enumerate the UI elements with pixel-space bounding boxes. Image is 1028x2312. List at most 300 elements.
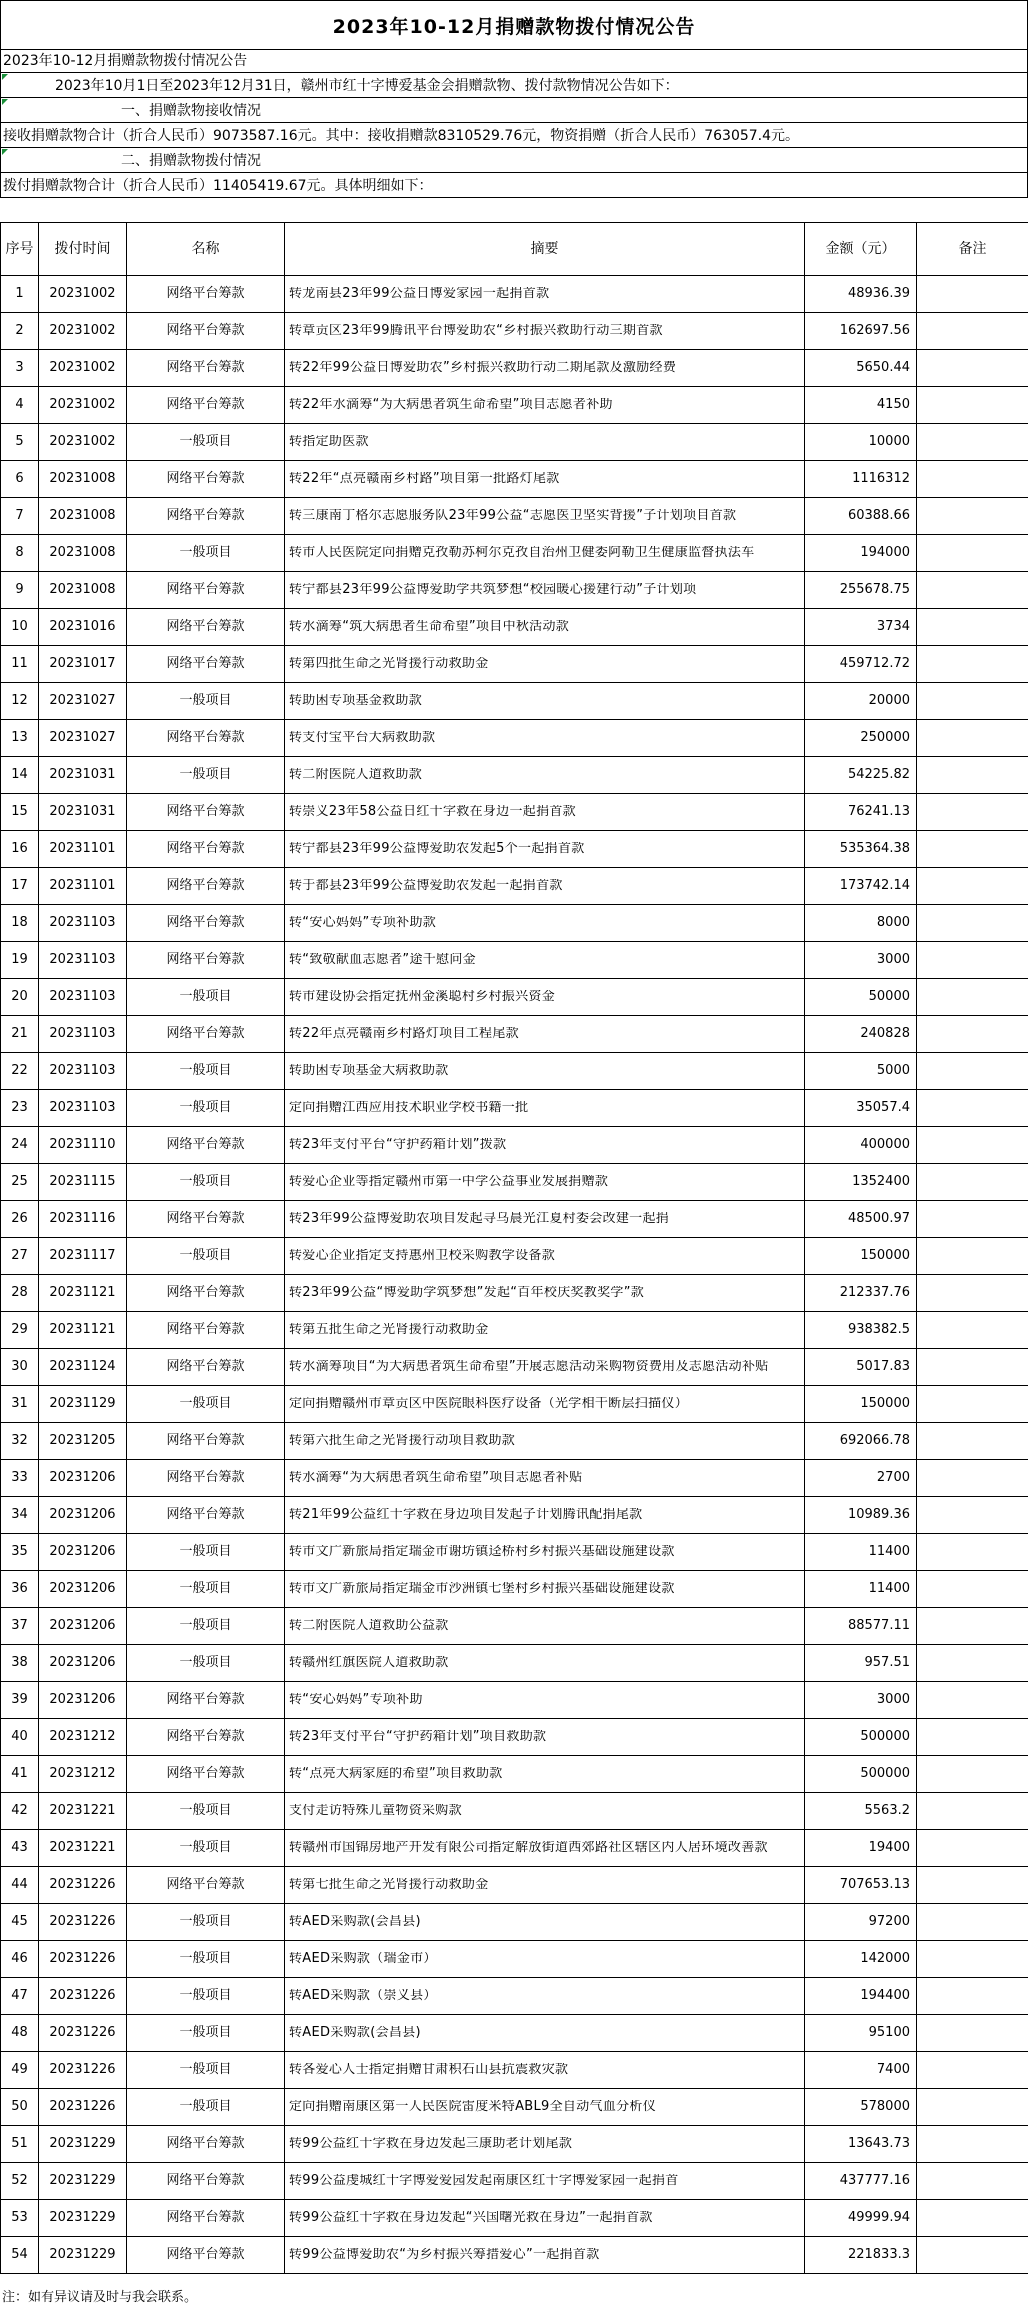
footer-note: 注：如有异议请及时与我会联系。 bbox=[2, 2290, 198, 2305]
table-row bbox=[1, 1238, 1028, 1275]
cell-no: 9 bbox=[1, 572, 39, 609]
table-row bbox=[1, 461, 1028, 498]
cell-note bbox=[917, 942, 1028, 979]
table-row bbox=[1, 2052, 1028, 2089]
cell-desc bbox=[285, 1460, 805, 1497]
cell-note bbox=[917, 1127, 1028, 1164]
cell-note bbox=[917, 868, 1028, 905]
cell-no: 17 bbox=[1, 868, 39, 905]
cell-date: 20231226 bbox=[39, 1941, 127, 1978]
cell-desc bbox=[285, 461, 805, 498]
cell-amount: 692066.78 bbox=[805, 1423, 917, 1460]
cell-no: 16 bbox=[1, 831, 39, 868]
cell-desc bbox=[285, 683, 805, 720]
cell-no: 15 bbox=[1, 794, 39, 831]
cell-desc bbox=[285, 1275, 805, 1312]
cell-desc-text: 转崇义23年58公益日红十字救在身边一起捐首款 bbox=[289, 805, 576, 819]
cell-desc bbox=[285, 2015, 805, 2052]
cell-date: 20231206 bbox=[39, 1645, 127, 1682]
cell-amount: 76241.13 bbox=[805, 794, 917, 831]
cell-no: 35 bbox=[1, 1534, 39, 1571]
cell-desc-text: 支付走访特殊儿童物资采购款 bbox=[289, 1804, 462, 1818]
cell-desc bbox=[285, 1090, 805, 1127]
cell-date: 20231206 bbox=[39, 1497, 127, 1534]
table-row bbox=[1, 1941, 1028, 1978]
cell-note bbox=[917, 535, 1028, 572]
table-row bbox=[1, 1312, 1028, 1349]
cell-desc-text: 转23年支付平台“守护药箱计划”拨款 bbox=[289, 1138, 507, 1152]
cell-name: 一般项目 bbox=[127, 1090, 285, 1127]
cell-note bbox=[917, 350, 1028, 387]
cell-desc-text: 转龙南县23年99公益日博爱家园一起捐首款 bbox=[289, 287, 550, 301]
cell-amount: 54225.82 bbox=[805, 757, 917, 794]
cell-name: 一般项目 bbox=[127, 1164, 285, 1201]
cell-note bbox=[917, 1164, 1028, 1201]
cell-desc bbox=[285, 720, 805, 757]
cell-desc bbox=[285, 1941, 805, 1978]
cell-date: 20231212 bbox=[39, 1719, 127, 1756]
cell-no: 27 bbox=[1, 1238, 39, 1275]
cell-no: 24 bbox=[1, 1127, 39, 1164]
cell-desc-text: 转第四批生命之光肾援行动救助金 bbox=[289, 657, 489, 671]
table-row bbox=[1, 2126, 1028, 2163]
cell-no: 12 bbox=[1, 683, 39, 720]
cell-desc bbox=[285, 1867, 805, 1904]
cell-amount: 250000 bbox=[805, 720, 917, 757]
cell-date: 20231027 bbox=[39, 683, 127, 720]
cell-note bbox=[917, 1830, 1028, 1867]
cell-date: 20231124 bbox=[39, 1349, 127, 1386]
header-name: 名称 bbox=[127, 223, 285, 276]
cell-name: 网络平台筹款 bbox=[127, 350, 285, 387]
cell-amount: 60388.66 bbox=[805, 498, 917, 535]
cell-amount: 11400 bbox=[805, 1571, 917, 1608]
cell-amount: 173742.14 bbox=[805, 868, 917, 905]
cell-amount: 95100 bbox=[805, 2015, 917, 2052]
cell-name: 网络平台筹款 bbox=[127, 1423, 285, 1460]
cell-no: 50 bbox=[1, 2089, 39, 2126]
cell-amount: 20000 bbox=[805, 683, 917, 720]
cell-note bbox=[917, 831, 1028, 868]
cell-no: 33 bbox=[1, 1460, 39, 1497]
cell-no: 54 bbox=[1, 2237, 39, 2274]
cell-note bbox=[917, 313, 1028, 350]
cell-desc-text: 转爱心企业指定支持惠州卫校采购教学设备款 bbox=[289, 1249, 556, 1263]
cell-desc-text: 转各爱心人士指定捐赠甘肃积石山县抗震救灾款 bbox=[289, 2063, 569, 2077]
cell-desc-text: 转于都县23年99公益博爱助农发起一起捐首款 bbox=[289, 879, 563, 893]
table-row bbox=[1, 979, 1028, 1016]
cell-desc-text: 转赣州市国锦房地产开发有限公司指定解放街道西郊路社区辖区内人居环境改善款 bbox=[289, 1841, 768, 1855]
cell-no: 34 bbox=[1, 1497, 39, 1534]
cell-name: 一般项目 bbox=[127, 1904, 285, 1941]
cell-no: 49 bbox=[1, 2052, 39, 2089]
cell-no: 30 bbox=[1, 1349, 39, 1386]
cell-note bbox=[917, 1016, 1028, 1053]
cell-amount: 5563.2 bbox=[805, 1793, 917, 1830]
cell-name: 一般项目 bbox=[127, 1534, 285, 1571]
cell-name: 一般项目 bbox=[127, 1978, 285, 2015]
cell-amount: 500000 bbox=[805, 1756, 917, 1793]
table-row bbox=[1, 1645, 1028, 1682]
cell-date: 20231116 bbox=[39, 1201, 127, 1238]
cell-desc-text: 转助困专项基金救助款 bbox=[289, 694, 423, 708]
cell-desc-text: 转二附医院人道救助款 bbox=[289, 768, 423, 782]
cell-desc bbox=[285, 1127, 805, 1164]
cell-amount: 707653.13 bbox=[805, 1867, 917, 1904]
receive-summary-row bbox=[0, 123, 1028, 148]
table-row bbox=[1, 2237, 1028, 2274]
table-row bbox=[1, 942, 1028, 979]
table-row bbox=[1, 1608, 1028, 1645]
cell-desc-text: 转水滴筹“筑大病患者生命希望”项目中秋活动款 bbox=[289, 620, 570, 634]
cell-desc bbox=[285, 572, 805, 609]
cell-desc-text: 转AED采购款（崇义县） bbox=[289, 1989, 437, 2003]
cell-desc-text: 转市人民医院定向捐赠克孜勒苏柯尔克孜自治州卫健委阿勒卫生健康监督执法车 bbox=[289, 546, 755, 560]
cell-desc-text: 转23年99公益博爱助农项目发起寻乌晨光江夏村委会改建一起捐 bbox=[289, 1212, 670, 1226]
cell-desc bbox=[285, 1904, 805, 1941]
cell-date: 20231115 bbox=[39, 1164, 127, 1201]
cell-amount: 194400 bbox=[805, 1978, 917, 2015]
cell-amount: 5000 bbox=[805, 1053, 917, 1090]
cell-desc-text: 转水滴筹“为大病患者筑生命希望”项目志愿者补贴 bbox=[289, 1471, 583, 1485]
disburse-summary-text: 拨付捐赠款物合计（折合人民币）11405419.67元。具体明细如下： bbox=[3, 178, 433, 194]
cell-amount: 49999.94 bbox=[805, 2200, 917, 2237]
cell-date: 20231206 bbox=[39, 1682, 127, 1719]
cell-name: 网络平台筹款 bbox=[127, 313, 285, 350]
cell-amount: 35057.4 bbox=[805, 1090, 917, 1127]
cell-date: 20231002 bbox=[39, 387, 127, 424]
section1-row bbox=[0, 98, 1028, 123]
cell-desc bbox=[285, 1312, 805, 1349]
cell-name: 一般项目 bbox=[127, 757, 285, 794]
cell-date: 20231226 bbox=[39, 1978, 127, 2015]
cell-note bbox=[917, 2126, 1028, 2163]
cell-no: 52 bbox=[1, 2163, 39, 2200]
cell-date: 20231229 bbox=[39, 2163, 127, 2200]
cell-date: 20231226 bbox=[39, 2089, 127, 2126]
cell-no: 44 bbox=[1, 1867, 39, 1904]
cell-date: 20231103 bbox=[39, 979, 127, 1016]
subtitle-row bbox=[0, 48, 1028, 73]
cell-desc bbox=[285, 1719, 805, 1756]
cell-amount: 97200 bbox=[805, 1904, 917, 1941]
cell-desc bbox=[285, 868, 805, 905]
cell-note bbox=[917, 720, 1028, 757]
receive-summary-text: 接收捐赠款物合计（折合人民币）9073587.16元。其中：接收捐赠款8310529.76元，物资捐赠（折合人民币）763057.4元。 bbox=[3, 128, 800, 144]
cell-desc bbox=[285, 1978, 805, 2015]
table-row bbox=[1, 1016, 1028, 1053]
table-row bbox=[1, 535, 1028, 572]
cell-date: 20231226 bbox=[39, 1904, 127, 1941]
cell-no: 38 bbox=[1, 1645, 39, 1682]
cell-desc-text: 转21年99公益红十字救在身边项目发起子计划腾讯配捐尾款 bbox=[289, 1508, 643, 1522]
cell-desc bbox=[285, 1238, 805, 1275]
cell-date: 20231206 bbox=[39, 1571, 127, 1608]
cell-name: 网络平台筹款 bbox=[127, 1497, 285, 1534]
cell-date: 20231008 bbox=[39, 461, 127, 498]
cell-no: 42 bbox=[1, 1793, 39, 1830]
table-row bbox=[1, 572, 1028, 609]
cell-note bbox=[917, 1534, 1028, 1571]
cell-no: 25 bbox=[1, 1164, 39, 1201]
cell-name: 网络平台筹款 bbox=[127, 498, 285, 535]
cell-note bbox=[917, 424, 1028, 461]
cell-note bbox=[917, 1941, 1028, 1978]
cell-no: 20 bbox=[1, 979, 39, 1016]
cell-amount: 50000 bbox=[805, 979, 917, 1016]
table-row bbox=[1, 313, 1028, 350]
cell-amount: 400000 bbox=[805, 1127, 917, 1164]
cell-name: 网络平台筹款 bbox=[127, 1275, 285, 1312]
cell-name: 网络平台筹款 bbox=[127, 387, 285, 424]
cell-note bbox=[917, 1238, 1028, 1275]
table-row bbox=[1, 646, 1028, 683]
cell-no: 7 bbox=[1, 498, 39, 535]
cell-amount: 212337.76 bbox=[805, 1275, 917, 1312]
cell-note bbox=[917, 2052, 1028, 2089]
cell-desc bbox=[285, 1016, 805, 1053]
table-row bbox=[1, 757, 1028, 794]
table-row bbox=[1, 2200, 1028, 2237]
cell-desc bbox=[285, 387, 805, 424]
cell-no: 11 bbox=[1, 646, 39, 683]
cell-amount: 255678.75 bbox=[805, 572, 917, 609]
cell-desc bbox=[285, 1608, 805, 1645]
cell-name: 一般项目 bbox=[127, 1941, 285, 1978]
cell-date: 20231103 bbox=[39, 1090, 127, 1127]
table-row bbox=[1, 1571, 1028, 1608]
cell-note bbox=[917, 794, 1028, 831]
cell-amount: 240828 bbox=[805, 1016, 917, 1053]
cell-name: 网络平台筹款 bbox=[127, 1349, 285, 1386]
cell-desc-text: 转助困专项基金大病救助款 bbox=[289, 1064, 449, 1078]
cell-desc-text: 转22年99公益日博爱助农”乡村振兴救助行动二期尾款及激励经费 bbox=[289, 361, 677, 375]
cell-name: 网络平台筹款 bbox=[127, 276, 285, 313]
cell-desc bbox=[285, 1164, 805, 1201]
cell-desc bbox=[285, 313, 805, 350]
cell-name: 一般项目 bbox=[127, 1386, 285, 1423]
cell-note bbox=[917, 461, 1028, 498]
cell-amount: 10989.36 bbox=[805, 1497, 917, 1534]
table-row bbox=[1, 1460, 1028, 1497]
cell-name: 一般项目 bbox=[127, 2015, 285, 2052]
cell-note bbox=[917, 757, 1028, 794]
table-row bbox=[1, 609, 1028, 646]
cell-desc bbox=[285, 424, 805, 461]
table-body bbox=[1, 276, 1028, 2274]
cell-date: 20231101 bbox=[39, 831, 127, 868]
cell-amount: 5017.83 bbox=[805, 1349, 917, 1386]
cell-date: 20231008 bbox=[39, 498, 127, 535]
cell-desc-text: 转爱心企业等指定赣州市第一中学公益事业发展捐赠款 bbox=[289, 1175, 609, 1189]
cell-desc bbox=[285, 2052, 805, 2089]
cell-name: 网络平台筹款 bbox=[127, 646, 285, 683]
table-row bbox=[1, 1349, 1028, 1386]
cell-date: 20231103 bbox=[39, 942, 127, 979]
table-row bbox=[1, 1164, 1028, 1201]
cell-desc bbox=[285, 1423, 805, 1460]
cell-date: 20231017 bbox=[39, 646, 127, 683]
cell-note bbox=[917, 1793, 1028, 1830]
cell-no: 37 bbox=[1, 1608, 39, 1645]
cell-desc-text: 定向捐赠赣州市章贡区中医院眼科医疗设备（光学相干断层扫描仪） bbox=[289, 1397, 689, 1411]
cell-amount: 3734 bbox=[805, 609, 917, 646]
cell-name: 网络平台筹款 bbox=[127, 2200, 285, 2237]
cell-date: 20231103 bbox=[39, 1016, 127, 1053]
cell-no: 14 bbox=[1, 757, 39, 794]
cell-no: 18 bbox=[1, 905, 39, 942]
cell-desc bbox=[285, 2200, 805, 2237]
cell-note bbox=[917, 2163, 1028, 2200]
cell-desc-text: 转第七批生命之光肾援行动救助金 bbox=[289, 1878, 489, 1892]
cell-name: 网络平台筹款 bbox=[127, 2237, 285, 2274]
cell-note bbox=[917, 1386, 1028, 1423]
cell-desc-text: 定向捐赠南康区第一人民医院雷度米特ABL9全自动气血分析仪 bbox=[289, 2100, 657, 2114]
page-title: 2023年10-12月捐赠款物拨付情况公告 bbox=[0, 0, 1028, 50]
cell-name: 一般项目 bbox=[127, 1053, 285, 1090]
cell-desc bbox=[285, 1053, 805, 1090]
table-row bbox=[1, 1386, 1028, 1423]
cell-date: 20231008 bbox=[39, 535, 127, 572]
cell-no: 47 bbox=[1, 1978, 39, 2015]
cell-desc-text: 转AED采购款（瑞金市） bbox=[289, 1952, 437, 1966]
cell-date: 20231101 bbox=[39, 868, 127, 905]
cell-date: 20231229 bbox=[39, 2126, 127, 2163]
cell-name: 网络平台筹款 bbox=[127, 1460, 285, 1497]
cell-no: 3 bbox=[1, 350, 39, 387]
cell-date: 20231031 bbox=[39, 794, 127, 831]
cell-desc-text: 转宁都县23年99公益博爱助农发起5个一起捐首款 bbox=[289, 842, 585, 856]
cell-name: 网络平台筹款 bbox=[127, 794, 285, 831]
cell-desc bbox=[285, 646, 805, 683]
cell-name: 一般项目 bbox=[127, 1830, 285, 1867]
cell-amount: 162697.56 bbox=[805, 313, 917, 350]
cell-desc-text: 转水滴筹项目“为大病患者筑生命希望”开展志愿活动采购物资费用及志愿活动补贴 bbox=[289, 1360, 769, 1374]
cell-date: 20231117 bbox=[39, 1238, 127, 1275]
cell-name: 一般项目 bbox=[127, 1238, 285, 1275]
cell-name: 一般项目 bbox=[127, 1608, 285, 1645]
cell-name: 一般项目 bbox=[127, 979, 285, 1016]
cell-note bbox=[917, 387, 1028, 424]
cell-desc bbox=[285, 905, 805, 942]
cell-desc-text: 转22年点亮赣南乡村路灯项目工程尾款 bbox=[289, 1027, 519, 1041]
cell-no: 8 bbox=[1, 535, 39, 572]
cell-note bbox=[917, 2089, 1028, 2126]
cell-no: 31 bbox=[1, 1386, 39, 1423]
table-row bbox=[1, 1904, 1028, 1941]
cell-desc-text: 转99公益红十字救在身边发起“兴国曙光救在身边”一起捐首款 bbox=[289, 2211, 653, 2225]
cell-name: 网络平台筹款 bbox=[127, 1682, 285, 1719]
cell-desc bbox=[285, 2089, 805, 2126]
table-row bbox=[1, 1534, 1028, 1571]
cell-note bbox=[917, 1312, 1028, 1349]
cell-date: 20231226 bbox=[39, 1867, 127, 1904]
cell-desc bbox=[285, 1793, 805, 1830]
table-row bbox=[1, 1830, 1028, 1867]
table-row bbox=[1, 794, 1028, 831]
cell-note bbox=[917, 1349, 1028, 1386]
cell-desc bbox=[285, 1830, 805, 1867]
cell-date: 20231031 bbox=[39, 757, 127, 794]
section1-heading: 一、捐赠款物接收情况 bbox=[121, 103, 261, 119]
section2-row bbox=[0, 148, 1028, 173]
cell-date: 20231229 bbox=[39, 2200, 127, 2237]
cell-date: 20231226 bbox=[39, 2052, 127, 2089]
cell-date: 20231002 bbox=[39, 313, 127, 350]
cell-desc-text: 转“点亮大病家庭的希望”项目救助款 bbox=[289, 1767, 503, 1781]
cell-no: 32 bbox=[1, 1423, 39, 1460]
cell-no: 26 bbox=[1, 1201, 39, 1238]
cell-note bbox=[917, 2237, 1028, 2274]
cell-desc-text: 转“安心妈妈”专项补助 bbox=[289, 1693, 423, 1707]
cell-name: 一般项目 bbox=[127, 1793, 285, 1830]
table-row bbox=[1, 1090, 1028, 1127]
cell-desc bbox=[285, 350, 805, 387]
cell-note bbox=[917, 2015, 1028, 2052]
cell-amount: 938382.5 bbox=[805, 1312, 917, 1349]
cell-no: 4 bbox=[1, 387, 39, 424]
cell-name: 网络平台筹款 bbox=[127, 1756, 285, 1793]
cell-name: 网络平台筹款 bbox=[127, 1127, 285, 1164]
table-row bbox=[1, 1497, 1028, 1534]
cell-name: 网络平台筹款 bbox=[127, 2126, 285, 2163]
cell-name: 一般项目 bbox=[127, 2089, 285, 2126]
table-row bbox=[1, 2089, 1028, 2126]
cell-amount: 3000 bbox=[805, 942, 917, 979]
table-row bbox=[1, 868, 1028, 905]
cell-name: 网络平台筹款 bbox=[127, 461, 285, 498]
cell-no: 21 bbox=[1, 1016, 39, 1053]
cell-amount: 150000 bbox=[805, 1386, 917, 1423]
table-row bbox=[1, 2163, 1028, 2200]
table-row bbox=[1, 1793, 1028, 1830]
cell-desc bbox=[285, 1645, 805, 1682]
cell-name: 一般项目 bbox=[127, 1571, 285, 1608]
cell-amount: 5650.44 bbox=[805, 350, 917, 387]
cell-amount: 459712.72 bbox=[805, 646, 917, 683]
cell-name: 网络平台筹款 bbox=[127, 942, 285, 979]
cell-date: 20231103 bbox=[39, 1053, 127, 1090]
cell-desc-text: 转市文广新旅局指定瑞金市谢坊镇迳桥村乡村振兴基础设施建设款 bbox=[289, 1545, 675, 1559]
cell-desc-text: 转99公益博爱助农“为乡村振兴筹措爱心”一起捐首款 bbox=[289, 2248, 600, 2262]
disburse-summary-row bbox=[0, 173, 1028, 198]
cell-desc bbox=[285, 535, 805, 572]
cell-amount: 142000 bbox=[805, 1941, 917, 1978]
cell-desc-text: 转23年支付平台“守护药箱计划”项目救助款 bbox=[289, 1730, 547, 1744]
cell-amount: 13643.73 bbox=[805, 2126, 917, 2163]
header-note: 备注 bbox=[917, 223, 1028, 276]
cell-amount: 3000 bbox=[805, 1682, 917, 1719]
cell-amount: 48500.97 bbox=[805, 1201, 917, 1238]
cell-no: 28 bbox=[1, 1275, 39, 1312]
table-row bbox=[1, 1127, 1028, 1164]
cell-note bbox=[917, 646, 1028, 683]
cell-no: 1 bbox=[1, 276, 39, 313]
cell-date: 20231205 bbox=[39, 1423, 127, 1460]
cell-amount: 88577.11 bbox=[805, 1608, 917, 1645]
cell-desc bbox=[285, 1497, 805, 1534]
cell-date: 20231016 bbox=[39, 609, 127, 646]
cell-desc-text: 转三康南丁格尔志愿服务队23年99公益“志愿医卫坚实背援”子计划项目首款 bbox=[289, 509, 737, 523]
cell-date: 20231121 bbox=[39, 1312, 127, 1349]
section2-heading: 二、捐赠款物拨付情况 bbox=[121, 153, 261, 169]
cell-name: 网络平台筹款 bbox=[127, 1016, 285, 1053]
cell-date: 20231008 bbox=[39, 572, 127, 609]
cell-name: 一般项目 bbox=[127, 1645, 285, 1682]
cell-no: 13 bbox=[1, 720, 39, 757]
cell-no: 23 bbox=[1, 1090, 39, 1127]
cell-name: 网络平台筹款 bbox=[127, 868, 285, 905]
